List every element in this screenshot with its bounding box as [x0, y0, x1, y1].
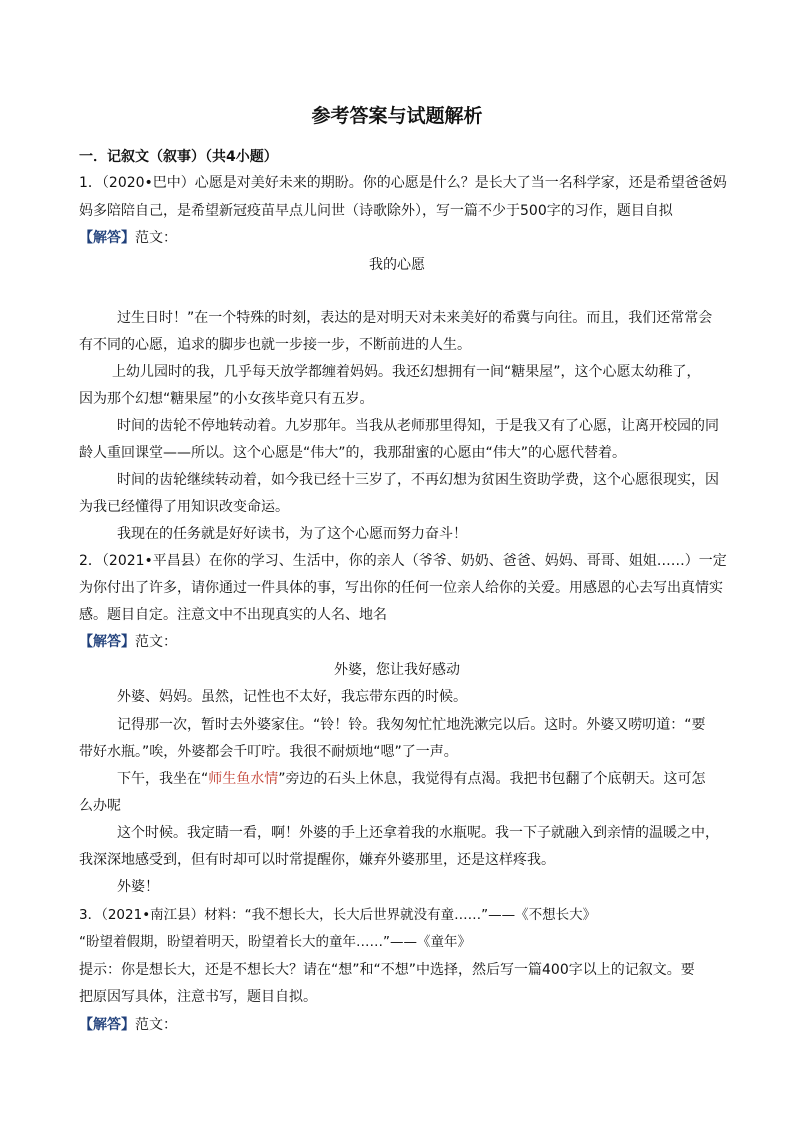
q1-essay-title: 我的心愿 [369, 257, 425, 273]
q1-paragraph-3b: 龄人重回课堂——所以。这个心愿是“伟大”的，我那甜蜜的心愿由“伟大”的心愿代替着。 [79, 445, 627, 461]
q1-paragraph-1a: 过生日时！”在一个特殊的时刻，表达的是对明天对未来美好的希冀与向往。而且，我们还常常会 [117, 310, 713, 326]
q3-answer-tag: 【解答】 [79, 1017, 135, 1033]
q2-paragraph-2b: 带好水瓶。”唉，外婆都会千叮咛。我很不耐烦地“嗯”了一声。 [79, 744, 458, 760]
q2-paragraph-3a [117, 770, 706, 788]
q2-paragraph-4b: 我深深地感受到，但有时却可以时常提醒你，嫌弃外婆那里，还是这样疼我。 [79, 852, 555, 868]
q2-paragraph-5: 外婆！ [117, 879, 159, 895]
page-title: 参考答案与试题解析 [311, 105, 483, 127]
q2-paragraph-3b: 么办呢 [79, 798, 121, 814]
q1-paragraph-4a: 时间的齿轮继续转动着，如今我已经十三岁了，不再幻想为贫困生资助学费，这个心愿很现实，因 [117, 472, 719, 488]
q3-prompt-line1: 3．（2021•南江县）材料：“我不想长大，长大后世界就没有童……”——《不想长大》 [79, 907, 597, 923]
q2-paragraph-4a: 这个时候。我定睛一看，啊！外婆的手上还拿着我的水瓶呢。我一下子就融入到亲情的温暖之中， [117, 825, 719, 841]
q1-answer-line [79, 229, 177, 247]
q1-answer-tag: 【解答】 [79, 230, 135, 246]
q3-prompt-line4: 把原因写具体，注意书写，题目自拟。 [79, 989, 317, 1005]
q2-answer-text: 范文： [135, 634, 177, 650]
q2-paragraph-3a-pre: 下午，我坐在“ [117, 771, 209, 787]
q2-prompt-line3: 感。题目自定。注意文中不出现真实的人名、地名 [79, 607, 387, 623]
q3-prompt-line2: “盼望着假期，盼望着明天，盼望着长大的童年……”——《童年》 [79, 934, 471, 950]
q2-essay-title: 外婆，您让我好感动 [334, 662, 460, 678]
q1-answer-text: 范文： [135, 230, 177, 246]
q3-answer-text: 范文： [135, 1017, 177, 1033]
q2-prompt-line1: 2．（2021•平昌县）在你的学习、生活中，你的亲人（爷爷、奶奶、爸爸、妈妈、哥哥、姐姐……）一定 [79, 553, 727, 569]
q2-paragraph-1: 外婆、妈妈。虽然，记性也不太好，我忘带东西的时候。 [117, 689, 467, 705]
q1-paragraph-5: 我现在的任务就是好好读书，为了这个心愿而努力奋斗！ [117, 526, 467, 542]
q1-paragraph-1b: 有不同的心愿，追求的脚步也就一步接一步，不断前进的人生。 [79, 337, 471, 353]
q1-paragraph-3a: 时间的齿轮不停地转动着。九岁那年。当我从老师那里得知，于是我又有了心愿，让离开校园的同 [117, 418, 719, 434]
q2-paragraph-3a-post: ”旁边的石头上休息，我觉得有点渴。我把书包翻了个底朝天。这可怎 [278, 771, 706, 787]
q3-answer-line [79, 1016, 177, 1034]
q2-paragraph-3a-highlight: 师生鱼水情 [208, 771, 279, 787]
q1-paragraph-4b: 为我已经懂得了用知识改变命运。 [79, 499, 289, 515]
q1-paragraph-2b: 因为那个幻想“糖果屋”的小女孩毕竟只有五岁。 [79, 391, 374, 407]
q1-paragraph-2a: 上幼儿园时的我，几乎每天放学都缠着妈妈。我还幻想拥有一间“糖果屋”，这个心愿太幼稚了， [112, 364, 701, 380]
q2-prompt-line2: 为你付出了许多，请你通过一件具体的事，写出你的任何一位亲人给你的关爱。用感恩的心去写出真情实 [79, 580, 723, 596]
q2-answer-tag: 【解答】 [79, 634, 135, 650]
q1-prompt-line1: 1．（2020•巴中）心愿是对美好未来的期盼。你的心愿是什么？是长大了当一名科学家，还是希望爸爸妈 [79, 175, 727, 191]
section-heading: 一．记叙文（叙事）（共4小题） [79, 149, 278, 165]
q2-answer-line [79, 633, 177, 651]
q1-prompt-line2: 妈多陪陪自己，是希望新冠疫苗早点儿问世（诗歌除外），写一篇不少于500字的习作，题目自拟 [79, 203, 673, 219]
q3-prompt-line3: 提示：你是想长大，还是不想长大？请在“想”和“不想”中选择，然后写一篇400字以上的记叙文。要 [79, 962, 695, 978]
q2-paragraph-2a: 记得那一次，暂时去外婆家住。“铃！铃。我匆匆忙忙地洗漱完以后。这时。外婆又唠叨道：“要 [117, 717, 706, 733]
